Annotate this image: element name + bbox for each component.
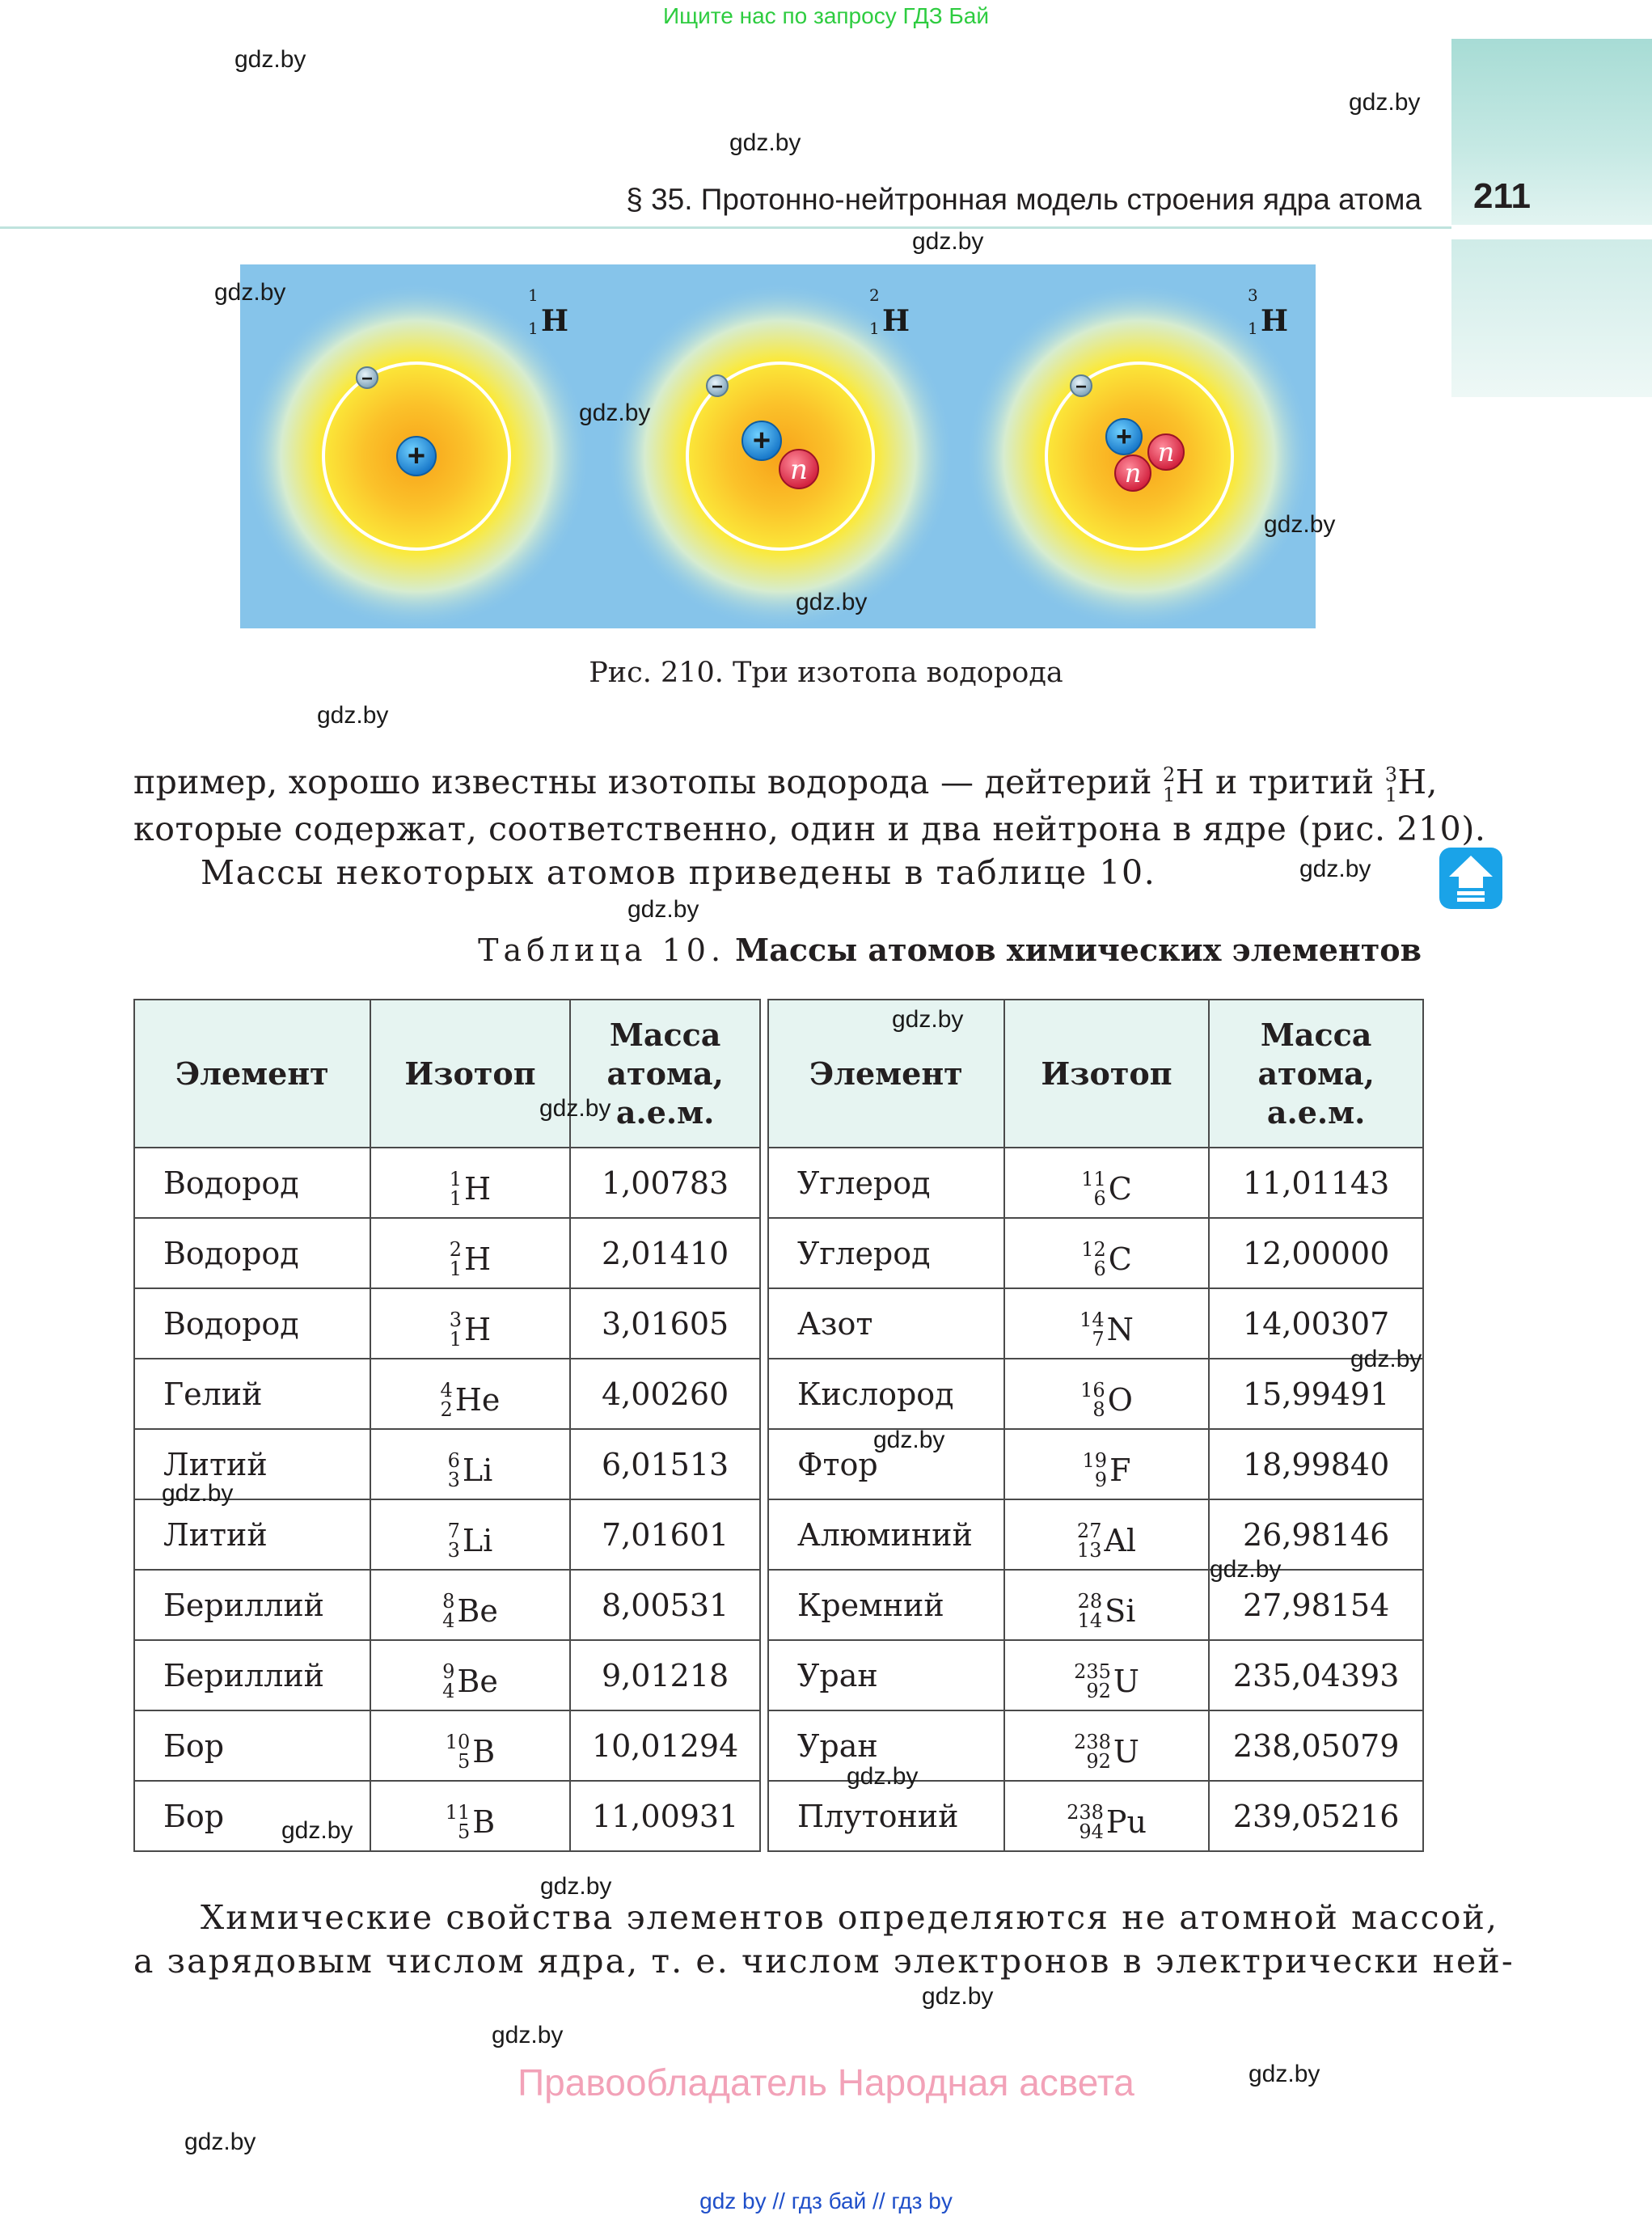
atomic-mass-cell: 1,00783 [570, 1148, 760, 1218]
table-row [134, 1288, 1423, 1359]
atomic-mass-cell: 6,01513 [570, 1429, 760, 1499]
element-name-cell: Плутоний [768, 1781, 1004, 1851]
isotope-cell [370, 1781, 571, 1851]
mass-number: 11 [1081, 1168, 1106, 1190]
home-up-arrow-icon[interactable] [1439, 848, 1502, 909]
mass-number: 11 [445, 1801, 471, 1824]
atomic-mass-cell: 3,01605 [570, 1288, 760, 1359]
watermark: gdz.by [1249, 2061, 1320, 2087]
atomic-number: 3 [447, 1469, 460, 1491]
isotope-cell [1004, 1781, 1210, 1851]
header-mass: Масса атома, а.е.м. [1209, 1000, 1423, 1148]
svg-text:3: 3 [1248, 285, 1258, 305]
element-symbol: B [472, 1804, 496, 1840]
element-symbol: H [464, 1171, 492, 1207]
isotopes-figure [240, 264, 1316, 628]
mass-number: 6 [447, 1449, 460, 1472]
element-symbol: C [1108, 1241, 1132, 1277]
atomic-mass-cell: 4,00260 [570, 1359, 760, 1429]
atomic-number: 4 [442, 1609, 455, 1632]
isotope-cell [1004, 1499, 1210, 1570]
atomic-number: 3 [447, 1539, 460, 1562]
element-symbol: Li [462, 1523, 493, 1558]
section-title: § 35. Протонно-нейтронная модель строения ядра атома [626, 183, 1422, 216]
header-band-lower [1451, 239, 1652, 397]
element-name-cell: Углерод [768, 1148, 1004, 1218]
watermark: gdz.by [214, 279, 286, 306]
atomic-mass-cell: 11,01143 [1209, 1148, 1423, 1218]
element-name-cell: Водород [134, 1288, 370, 1359]
element-name-cell: Водород [134, 1148, 370, 1218]
atomic-mass-cell: 11,00931 [570, 1781, 760, 1851]
mass-number: 27 [1076, 1520, 1102, 1542]
isotope-label-3H [1248, 285, 1288, 338]
element-symbol: Be [457, 1664, 498, 1699]
page-number: 211 [1473, 176, 1531, 216]
atomic-mass-table [133, 999, 1424, 1852]
table-row [134, 1359, 1423, 1429]
table-row [134, 1148, 1423, 1218]
atomic-number: 14 [1077, 1609, 1103, 1632]
atomic-mass-cell: 235,04393 [1209, 1640, 1423, 1710]
isotope-cell [370, 1148, 571, 1218]
atomic-number: 5 [458, 1750, 471, 1773]
isotope-cell [370, 1570, 571, 1640]
isotope-cell [1004, 1640, 1210, 1710]
mass-number: 7 [447, 1520, 460, 1542]
atomic-number: 94 [1079, 1820, 1104, 1843]
mass-number: 28 [1077, 1590, 1103, 1613]
table-row [134, 1429, 1423, 1499]
atomic-number: 92 [1086, 1750, 1111, 1773]
copyright-note: Правообладатель Народная асвета [518, 2061, 1134, 2103]
atomic-mass-cell: 8,00531 [570, 1570, 760, 1640]
isotopes-illustration [240, 264, 1316, 628]
header-element: Элемент [768, 1000, 1004, 1148]
element-name-cell: Бор [134, 1781, 370, 1851]
element-symbol: He [454, 1382, 501, 1418]
element-name-cell: Кислород [768, 1359, 1004, 1429]
element-name-cell: Водород [134, 1218, 370, 1288]
atom-protium [243, 282, 590, 628]
element-name-cell: Кремний [768, 1570, 1004, 1640]
neutron-sign: n [1124, 458, 1142, 488]
element-name-cell: Бериллий [134, 1640, 370, 1710]
mass-number: 12 [1081, 1238, 1106, 1261]
header-isotope: Изотоп [1004, 1000, 1210, 1148]
mass-number: 16 [1080, 1379, 1105, 1402]
element-symbol: Pu [1105, 1804, 1147, 1840]
isotope-cell [370, 1640, 571, 1710]
isotope-cell [370, 1710, 571, 1781]
element-symbol: H [464, 1241, 492, 1277]
isotope-deuterium: 2 1 H [1163, 763, 1205, 806]
isotope-cell [370, 1288, 571, 1359]
paragraph-line-3: Массы некоторых атомов приведены в таблице 10. [201, 853, 1156, 892]
element-name-cell: Алюминий [768, 1499, 1004, 1570]
atomic-number: 5 [458, 1820, 471, 1843]
watermark: gdz.by [162, 1480, 234, 1507]
element-symbol: N [1106, 1312, 1134, 1347]
paragraph-after-2: а зарядовым числом ядра, т. е. числом электронов в электрически ней- [133, 1942, 1515, 1981]
element-name-cell: Фтор [768, 1429, 1004, 1499]
isotope-cell [1004, 1710, 1210, 1781]
paragraph-line-2: которые содержат, соответственно, один и два нейтрона в ядре (рис. 210). [133, 810, 1486, 848]
watermark: gdz.by [627, 896, 699, 923]
mass-number: 2 [449, 1238, 463, 1261]
svg-text:H: H [882, 304, 911, 338]
atomic-number: 13 [1076, 1539, 1102, 1562]
atomic-number: 2 [440, 1398, 453, 1421]
element-symbol: Al [1104, 1523, 1137, 1558]
watermark: gdz.by [1349, 89, 1421, 116]
atomic-mass-cell: 2,01410 [570, 1218, 760, 1288]
watermark: gdz.by [184, 2129, 256, 2155]
atomic-number: 1 [449, 1328, 463, 1351]
top-search-hint: Ищите нас по запросу ГДЗ Бай [662, 3, 990, 28]
header-divider [0, 226, 1451, 229]
atomic-mass-cell: 238,05079 [1209, 1710, 1423, 1781]
atomic-number: 4 [442, 1680, 455, 1702]
atomic-mass-cell: 18,99840 [1209, 1429, 1423, 1499]
mass-number: 238 [1074, 1731, 1111, 1753]
atomic-mass-cell: 7,01601 [570, 1499, 760, 1570]
proton-sign: + [752, 424, 771, 458]
isotope-cell [1004, 1288, 1210, 1359]
electron-sign: − [1075, 376, 1088, 398]
element-symbol: H [464, 1312, 492, 1347]
watermark: gdz.by [912, 228, 984, 255]
isotope-cell [1004, 1429, 1210, 1499]
element-name-cell: Бериллий [134, 1570, 370, 1640]
atomic-number: 6 [1093, 1258, 1106, 1280]
electron-sign: − [711, 376, 724, 398]
isotope-tritium: 3 1 H [1384, 763, 1427, 806]
watermark: gdz.by [539, 1095, 611, 1122]
watermark: gdz.by [1210, 1556, 1282, 1583]
neutron-sign: n [1157, 437, 1175, 467]
isotope-cell [1004, 1148, 1210, 1218]
svg-text:1: 1 [528, 319, 539, 338]
atom-tritium [965, 282, 1313, 628]
watermark: gdz.by [540, 1873, 612, 1900]
element-name-cell: Уран [768, 1710, 1004, 1781]
mass-number: 19 [1082, 1449, 1108, 1472]
watermark: gdz.by [729, 129, 801, 156]
paragraph-line-1: пример, хорошо известны изотопы водорода — дейтерий 2 1 H и тритий 3 1 H, [133, 760, 1438, 805]
mass-number: 8 [442, 1590, 455, 1613]
proton-sign: + [1116, 421, 1132, 452]
atomic-number: 6 [1093, 1187, 1106, 1210]
mass-number: 238 [1067, 1801, 1104, 1824]
element-name-cell: Азот [768, 1288, 1004, 1359]
paragraph-after-1: Химические свойства элементов определяются не атомной массой, [201, 1898, 1499, 1937]
element-symbol: O [1107, 1382, 1133, 1418]
mass-number: 4 [440, 1379, 453, 1402]
isotope-cell [370, 1359, 571, 1429]
watermark: gdz.by [1299, 856, 1371, 882]
element-name-cell: Уран [768, 1640, 1004, 1710]
element-symbol: Si [1105, 1593, 1136, 1629]
watermark: gdz.by [796, 589, 868, 615]
isotope-cell [370, 1429, 571, 1499]
atomic-number: 7 [1092, 1328, 1105, 1351]
svg-text:H: H [1261, 304, 1289, 338]
watermark: gdz.by [922, 1983, 994, 2010]
electron-sign: − [361, 368, 374, 390]
element-symbol: U [1113, 1664, 1139, 1699]
header-element: Элемент [134, 1000, 370, 1148]
atomic-mass-cell: 9,01218 [570, 1640, 760, 1710]
watermark: gdz.by [1350, 1346, 1422, 1372]
isotope-cell [1004, 1218, 1210, 1288]
element-name-cell: Гелий [134, 1359, 370, 1429]
watermark: gdz.by [873, 1427, 945, 1453]
svg-text:H: H [541, 304, 569, 338]
element-name-cell: Углерод [768, 1218, 1004, 1288]
watermark: gdz.by [317, 702, 389, 729]
element-symbol: Be [457, 1593, 498, 1629]
element-name-cell: Литий [134, 1499, 370, 1570]
watermark: gdz.by [492, 2022, 564, 2049]
isotope-cell [1004, 1570, 1210, 1640]
table-row [134, 1640, 1423, 1710]
mass-number: 9 [442, 1660, 455, 1683]
watermark: gdz.by [1264, 511, 1336, 538]
watermark: gdz.by [579, 400, 651, 426]
atomic-number: 8 [1092, 1398, 1105, 1421]
element-symbol: F [1109, 1452, 1131, 1488]
isotope-cell [1004, 1359, 1210, 1429]
atom-deuterium [606, 282, 954, 628]
element-symbol: U [1113, 1734, 1139, 1769]
svg-text:1: 1 [528, 285, 539, 305]
isotope-label-1H [528, 285, 568, 338]
mass-number: 235 [1074, 1660, 1111, 1683]
atomic-number: 1 [449, 1258, 463, 1280]
atomic-number: 92 [1086, 1680, 1111, 1702]
figure-caption: Рис. 210. Три изотопа водорода [589, 657, 1063, 689]
element-symbol: Li [462, 1452, 493, 1488]
header-isotope: Изотоп [370, 1000, 571, 1148]
atomic-mass-cell: 26,98146 [1209, 1499, 1423, 1570]
svg-text:2: 2 [869, 285, 880, 305]
svg-text:1: 1 [1248, 319, 1258, 338]
element-symbol: C [1108, 1171, 1132, 1207]
atomic-mass-cell: 10,01294 [570, 1710, 760, 1781]
table-row [134, 1218, 1423, 1288]
atomic-mass-cell: 15,99491 [1209, 1359, 1423, 1429]
watermark: gdz.by [234, 46, 306, 73]
atomic-mass-cell: 14,00307 [1209, 1288, 1423, 1359]
table-header-row [134, 1000, 1423, 1148]
mass-number: 3 [449, 1309, 463, 1331]
atomic-number: 9 [1094, 1469, 1108, 1491]
proton-sign: + [407, 439, 426, 473]
isotope-cell [370, 1499, 571, 1570]
watermark: gdz.by [892, 1006, 964, 1033]
atomic-mass-cell: 12,00000 [1209, 1218, 1423, 1288]
element-name-cell: Бор [134, 1710, 370, 1781]
neutron-sign: n [790, 454, 808, 486]
bottom-links[interactable]: gdz by // гдз бай // гдз by [699, 2188, 953, 2213]
svg-text:1: 1 [869, 319, 880, 338]
table-caption: Таблица 10. Массы атомов химических элементов [478, 932, 1422, 968]
element-name-cell: Литий [134, 1429, 370, 1499]
atomic-mass-cell: 239,05216 [1209, 1781, 1423, 1851]
isotope-cell [370, 1218, 571, 1288]
watermark: gdz.by [847, 1763, 919, 1790]
element-symbol: B [472, 1734, 496, 1769]
atomic-number: 1 [449, 1187, 463, 1210]
atomic-mass-cell: 27,98154 [1209, 1570, 1423, 1640]
mass-number: 10 [445, 1731, 471, 1753]
mass-number: 1 [449, 1168, 463, 1190]
mass-number: 14 [1080, 1309, 1105, 1331]
watermark: gdz.by [281, 1817, 353, 1844]
table-row [134, 1710, 1423, 1781]
header-mass: Масса атома, а.е.м. [570, 1000, 760, 1148]
